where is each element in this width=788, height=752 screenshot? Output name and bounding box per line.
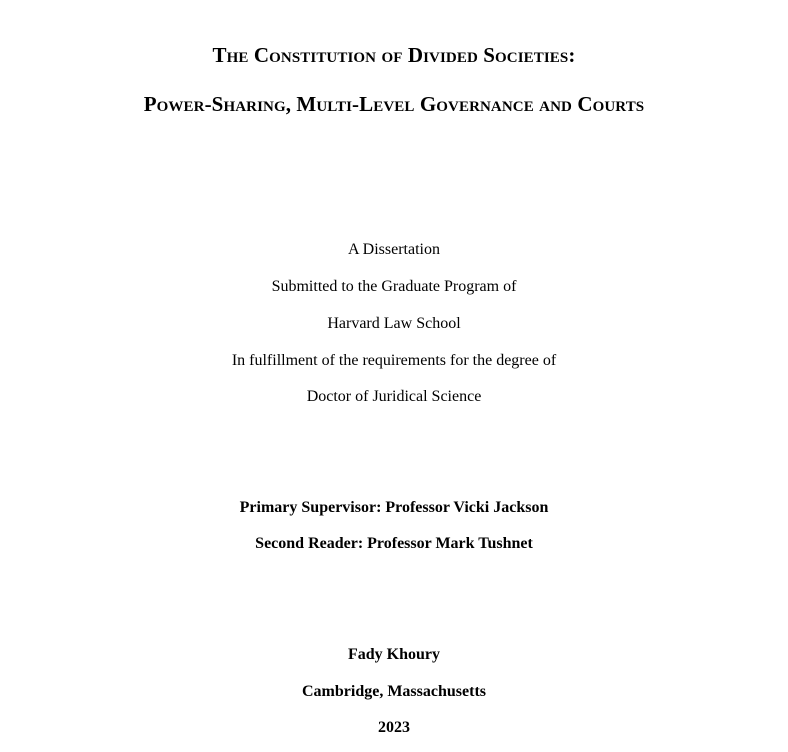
degree-name: Doctor of Juridical Science <box>306 388 482 405</box>
fulfillment-line: In fulfillment of the requirements for the degree of <box>231 352 557 369</box>
dissertation-title-line-2: Power-Sharing, Multi-Level Governance and Courts <box>143 92 645 116</box>
dissertation-title-line-1: The Constitution of Divided Societies: <box>212 43 576 67</box>
submission-year: 2023 <box>378 719 410 736</box>
submitted-to-line: Submitted to the Graduate Program of <box>271 278 517 295</box>
author-location: Cambridge, Massachusetts <box>302 683 486 700</box>
author-name: Fady Khoury <box>347 646 440 663</box>
dissertation-label: A Dissertation <box>348 241 440 258</box>
second-reader: Second Reader: Professor Mark Tushnet <box>255 535 533 552</box>
school-name: Harvard Law School <box>327 315 461 332</box>
primary-supervisor: Primary Supervisor: Professor Vicki Jackson <box>239 499 549 516</box>
